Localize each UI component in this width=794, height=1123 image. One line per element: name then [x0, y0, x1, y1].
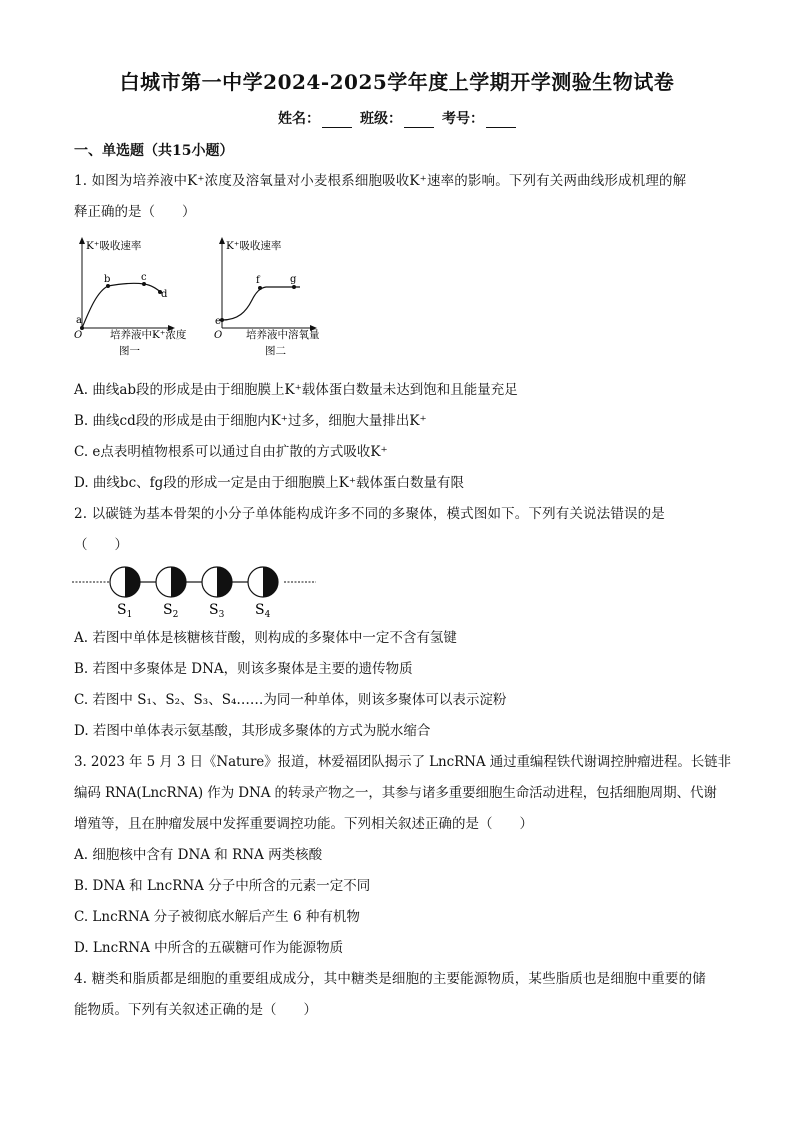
monomer-s1 — [110, 567, 140, 597]
fig1-label-a: a — [76, 315, 82, 326]
monomer-label-s1: $S_1$ — [117, 602, 133, 620]
q3-option-d[interactable]: D. LncRNA 中所含的五碳糖可作为能源物质 — [74, 940, 344, 956]
fig2-caption: 图二 — [265, 345, 286, 357]
q3-option-b[interactable]: B. DNA 和 LncRNA 分子中所含的元素一定不同 — [74, 878, 371, 894]
figure-2-graph — [214, 237, 320, 357]
fig1-y-arrow — [79, 237, 85, 244]
fig2-origin: O — [214, 330, 223, 341]
q2-option-c[interactable]: C. 若图中 S₁、S₂、S₃、S₄……为同一种单体，则该多聚体可以表示淀粉 — [74, 692, 507, 708]
monomer-s2 — [156, 567, 186, 597]
fig2-point-f — [258, 286, 262, 290]
monomer-s3 — [202, 567, 232, 597]
monomer-s4 — [248, 567, 278, 597]
fig1-caption: 图一 — [119, 345, 140, 357]
q3-stem-line3: 增殖等，且在肿瘤发展中发挥重要调控功能。下列相关叙述正确的是（ ） — [74, 816, 533, 832]
q4-stem-line2: 能物质。下列有关叙述正确的是（ ） — [74, 1002, 317, 1018]
q2-option-d[interactable]: D. 若图中单体表示氨基酸，其形成多聚体的方式为脱水缩合 — [74, 723, 431, 739]
monomer-label-s2: $S_2$ — [163, 602, 179, 620]
page-title: 白城市第一中学2024-2025学年度上学期开学测验生物试卷 — [119, 70, 675, 94]
monomer-label-s4: $S_4$ — [255, 602, 271, 620]
name-blank[interactable] — [322, 113, 352, 128]
fig1-label-c: c — [141, 272, 147, 283]
fig1-origin: O — [74, 330, 83, 341]
fig2-label-g: g — [290, 274, 297, 285]
figure-1-graph — [74, 237, 187, 357]
fig1-label-d: d — [161, 289, 168, 300]
q1-stem-line1: 1. 如图为培养液中K⁺浓度及溶氧量对小麦根系细胞吸收K⁺速率的影响。下列有关两曲线形成机理的解 — [74, 173, 687, 189]
exam-no-blank[interactable] — [486, 113, 516, 128]
q3-stem-line2: 编码 RNA(LncRNA) 作为 DNA 的转录产物之一，其参与诸多重要细胞生命活动进程，包括细胞周期、代谢 — [74, 785, 717, 801]
fig1-x-label: 培养液中K⁺浓度 — [110, 329, 187, 341]
fig1-y-label: K⁺吸收速率 — [86, 240, 142, 252]
q1-option-b[interactable]: B. 曲线cd段的形成是由于细胞内K⁺过多，细胞大量排出K⁺ — [74, 413, 427, 429]
q4-stem-line1: 4. 糖类和脂质都是细胞的重要组成成分，其中糖类是细胞的主要能源物质，某些脂质也是细胞中重要的储 — [74, 971, 706, 987]
fig2-curve — [222, 287, 300, 320]
q1-stem-line2: 释正确的是（ ） — [74, 204, 196, 220]
fig2-y-label: K⁺吸收速率 — [226, 240, 282, 252]
fig1-curve — [82, 283, 162, 328]
fig2-y-arrow — [219, 237, 225, 244]
fig1-label-b: b — [104, 274, 111, 285]
q2-option-a[interactable]: A. 若图中单体是核糖核苷酸，则构成的多聚体中一定不含有氢键 — [74, 630, 457, 646]
section-heading: 一、单选题（共15小题） — [74, 143, 234, 159]
q2-stem-line2: （ ） — [74, 537, 128, 553]
name-label: 姓名： — [278, 111, 320, 127]
fig2-label-f: f — [256, 275, 260, 286]
q1-option-a[interactable]: A. 曲线ab段的形成是由于细胞膜上K⁺载体蛋白数量未达到饱和且能量充足 — [74, 382, 518, 398]
exam-no-label: 考号： — [442, 111, 484, 127]
fig2-x-label: 培养液中溶氧量 — [246, 329, 320, 341]
q3-stem-line1: 3. 2023 年 5 月 3 日《Nature》报道，林爱福团队揭示了 LncRNA 通过重编程铁代谢调控肿瘤进程。长链非 — [74, 754, 731, 770]
student-info-fields — [278, 108, 518, 128]
q1-option-d[interactable]: D. 曲线bc、fg段的形成一定是由于细胞膜上K⁺载体蛋白数量有限 — [74, 475, 464, 491]
monomer-label-s3: $S_3$ — [209, 602, 225, 620]
q1-figures — [70, 234, 340, 364]
polymer-diagram — [72, 562, 322, 622]
class-label: 班级： — [360, 111, 402, 127]
q2-option-b[interactable]: B. 若图中多聚体是 DNA，则该多聚体是主要的遗传物质 — [74, 661, 413, 677]
fig2-label-e: e — [215, 316, 221, 327]
q3-option-a[interactable]: A. 细胞核中含有 DNA 和 RNA 两类核酸 — [74, 847, 323, 863]
q2-stem-line1: 2. 以碳链为基本骨架的小分子单体能构成许多不同的多聚体，模式图如下。下列有关说法错误的是 — [74, 506, 665, 522]
q3-option-c[interactable]: C. LncRNA 分子被彻底水解后产生 6 种有机物 — [74, 909, 360, 925]
class-blank[interactable] — [404, 113, 434, 128]
fig2-point-g — [292, 285, 296, 289]
q1-option-c[interactable]: C. e点表明植物根系可以通过自由扩散的方式吸收K⁺ — [74, 444, 388, 460]
